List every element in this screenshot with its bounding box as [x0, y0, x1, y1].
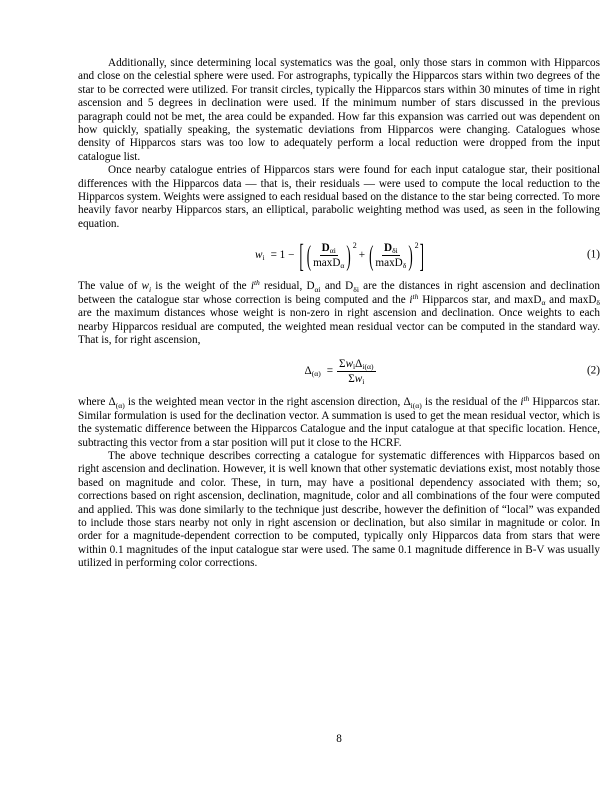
equation-1-body [252, 236, 426, 274]
eq2-delta: Δ [304, 364, 312, 377]
eq1-frac2-maxD: maxD [375, 256, 403, 269]
subscript: αi [314, 284, 321, 294]
eq1-exponent-1: 2 [352, 240, 357, 250]
equation-2-number: (2) [586, 364, 600, 377]
text-run: is the residual of the [421, 396, 521, 409]
text-run: is the weight of the [151, 280, 251, 293]
paragraph-residual-weights [78, 164, 600, 231]
text-run: The value of [78, 280, 142, 293]
eq1-exponent-2: 2 [414, 240, 419, 250]
subscript: (α) [115, 400, 125, 410]
eq1-frac1-maxD: maxD [313, 256, 341, 269]
text-block [78, 57, 600, 571]
text-run: are the distances in right ascension and declination between the catalogue star whose correction is being computed and the [78, 280, 600, 306]
text-run: Hipparcos star. Similar formulation is used for the declination vector. A summation is used to get the mean residual vector, which is the systematic difference between the Hipparcos Catalogue and the input catalogue at that specific location. Hence, subtracting this vector from a star position will put it close to the HCRF. [78, 396, 601, 449]
eq1-fraction-delta [375, 242, 406, 269]
eq2-num-w: w [345, 357, 354, 370]
math-var: $i^{th}$ [520, 394, 530, 409]
eq1-frac2-num-sub: δi [392, 246, 398, 256]
equation-1 [78, 238, 600, 272]
text-run: Hipparcos star, and maxD$_\alpha$ [418, 293, 546, 308]
paragraph-mean-vector [78, 396, 600, 450]
eq1-lhs [255, 249, 265, 262]
eq2-delta-sub: (α) [311, 369, 321, 379]
text-run: and $D_{\delta i}$ [320, 280, 359, 294]
eq1-frac2-den-sub: δ [402, 261, 407, 271]
superscript: th [412, 291, 419, 301]
equation-1-number: (1) [586, 248, 600, 261]
eq1-relation: = 1 − [270, 248, 295, 261]
subscript: i(α) [410, 400, 422, 410]
eq1-fraction-alpha [313, 242, 344, 269]
subscript: δ [596, 298, 600, 308]
paragraph-local-systematics [78, 57, 600, 164]
sigma-symbol: Σ [348, 372, 355, 385]
eq1-frac2-numerator [382, 242, 400, 256]
text-run: are the maximum distances whose weight is non-zero in right ascension and declination. Once weights to each nearby Hipparcos residual are computed, the weighted mean residual vector can be computed in the standard way. That is, for right ascension, [78, 307, 600, 346]
eq2-num-w-sub: i [353, 362, 356, 372]
subscript: α [541, 298, 546, 308]
math-var: $i^{th}$ [250, 278, 260, 293]
eq1-frac1-denominator [313, 256, 344, 269]
eq2-numerator [337, 358, 375, 372]
eq1-w: w [254, 248, 263, 261]
left-paren: ( [369, 238, 374, 272]
eq1-frac1-den-sub: α [340, 261, 345, 271]
right-paren: ) [346, 238, 351, 272]
eq1-frac1-D: D [321, 241, 330, 254]
superscript: th [253, 278, 260, 288]
subscript: δi [353, 284, 359, 294]
left-paren: ( [306, 238, 312, 272]
eq1-frac2-D: D [383, 241, 393, 254]
eq2-fraction [337, 358, 375, 385]
text-run: residual, $D_{\alpha i}$ [259, 280, 321, 294]
text-run: is the weighted mean vector in the right ascension direction, $\Delta_{i(\alpha)}$ [124, 396, 422, 410]
text-run: Once nearby catalogue entries of Hipparcos stars were found for each input catalogue star, their positional differences with the Hipparcos data — that is, their residuals — were used to compute the local reduction to the Hipparcos system. Weights were assigned to each residual based on the distance to the star being corrected. To more heavily favor nearby Hipparcos stars, an elliptical, parabolic weighting method was used, as seen in the following equation. [78, 164, 600, 230]
left-bracket: [ [299, 236, 304, 274]
eq2-num-delta: Δ [355, 357, 363, 370]
eq2-lhs [304, 365, 320, 378]
page-number: 8 [336, 733, 342, 745]
eq1-frac1-numerator [320, 242, 338, 256]
eq2-den-w: w [354, 372, 363, 385]
subscript: i [148, 284, 152, 294]
text-run: and maxD$_\delta$ [545, 293, 600, 308]
eq1-frac1-num-sub: αi [329, 246, 336, 256]
paragraph-magnitude-color [78, 450, 600, 571]
sigma-symbol: Σ [339, 357, 346, 370]
eq1-w-sub: i [262, 253, 265, 263]
eq1-frac2-denominator [375, 256, 406, 269]
equation-2 [78, 354, 600, 388]
equation-2-body [301, 358, 376, 385]
paragraph-weight-definition [78, 280, 600, 347]
eq2-relation: = [326, 364, 334, 377]
text-run: Additionally, since determining local systematics was the goal, only those stars in common with Hipparcos and close on the celestial sphere were used. For astrographs, typically the Hipparcos stars within two degrees of the star to be corrected were utilized. For transit circles, typically the Hipparcos stars within 30 minutes of time in right ascension and 5 degrees in declination were used. If the minimum number of stars discussed in the previous paragraph could not be met, the area could be expanded. How far this expansion was carried out was dependent on how quickly, spatially speaking, the systematic deviations from Hipparcos were changing. Catalogues whose density of Hipparcos stars was too low to adequately perform a local reduction were dropped from the input catalogue list. [78, 57, 600, 163]
text-run: The above technique describes correcting a catalogue for systematic differences with Hipparcos based on right ascension and declination. However, it is well known that other systematic deviations exist, most notably those based on magnitude and color. These, in turn, may have a positional dependency associated with them; so, corrections based on right ascension, declination, magnitude, color and all combinations of the four were computed and applied. This was done similarly to the technique just describe, however the definition of “local” was expanded to include those stars nearby not only in right ascension or declination, but also similar in magnitude or color. In order for a magnitude-dependent correction to be computed, typically only Hipparcos data from stars that were within 0.1 magnitudes of the input catalogue star were used. The same 0.1 magnitude difference in B-V was usually utilized in performing color corrections. [78, 449, 600, 570]
math-var: $i^{th}$ [409, 291, 419, 306]
eq2-num-delta-sub: i(α) [362, 362, 374, 372]
right-paren: ) [408, 238, 413, 272]
superscript: th [523, 394, 530, 404]
eq1-plus: + [358, 248, 366, 261]
eq2-den-w-sub: i [362, 377, 365, 387]
text-run: where $\Delta_{(\alpha)}$ [78, 396, 125, 410]
eq2-denominator [348, 372, 364, 385]
right-bracket: ] [419, 236, 425, 274]
math-var: $w_i$ [141, 280, 152, 294]
